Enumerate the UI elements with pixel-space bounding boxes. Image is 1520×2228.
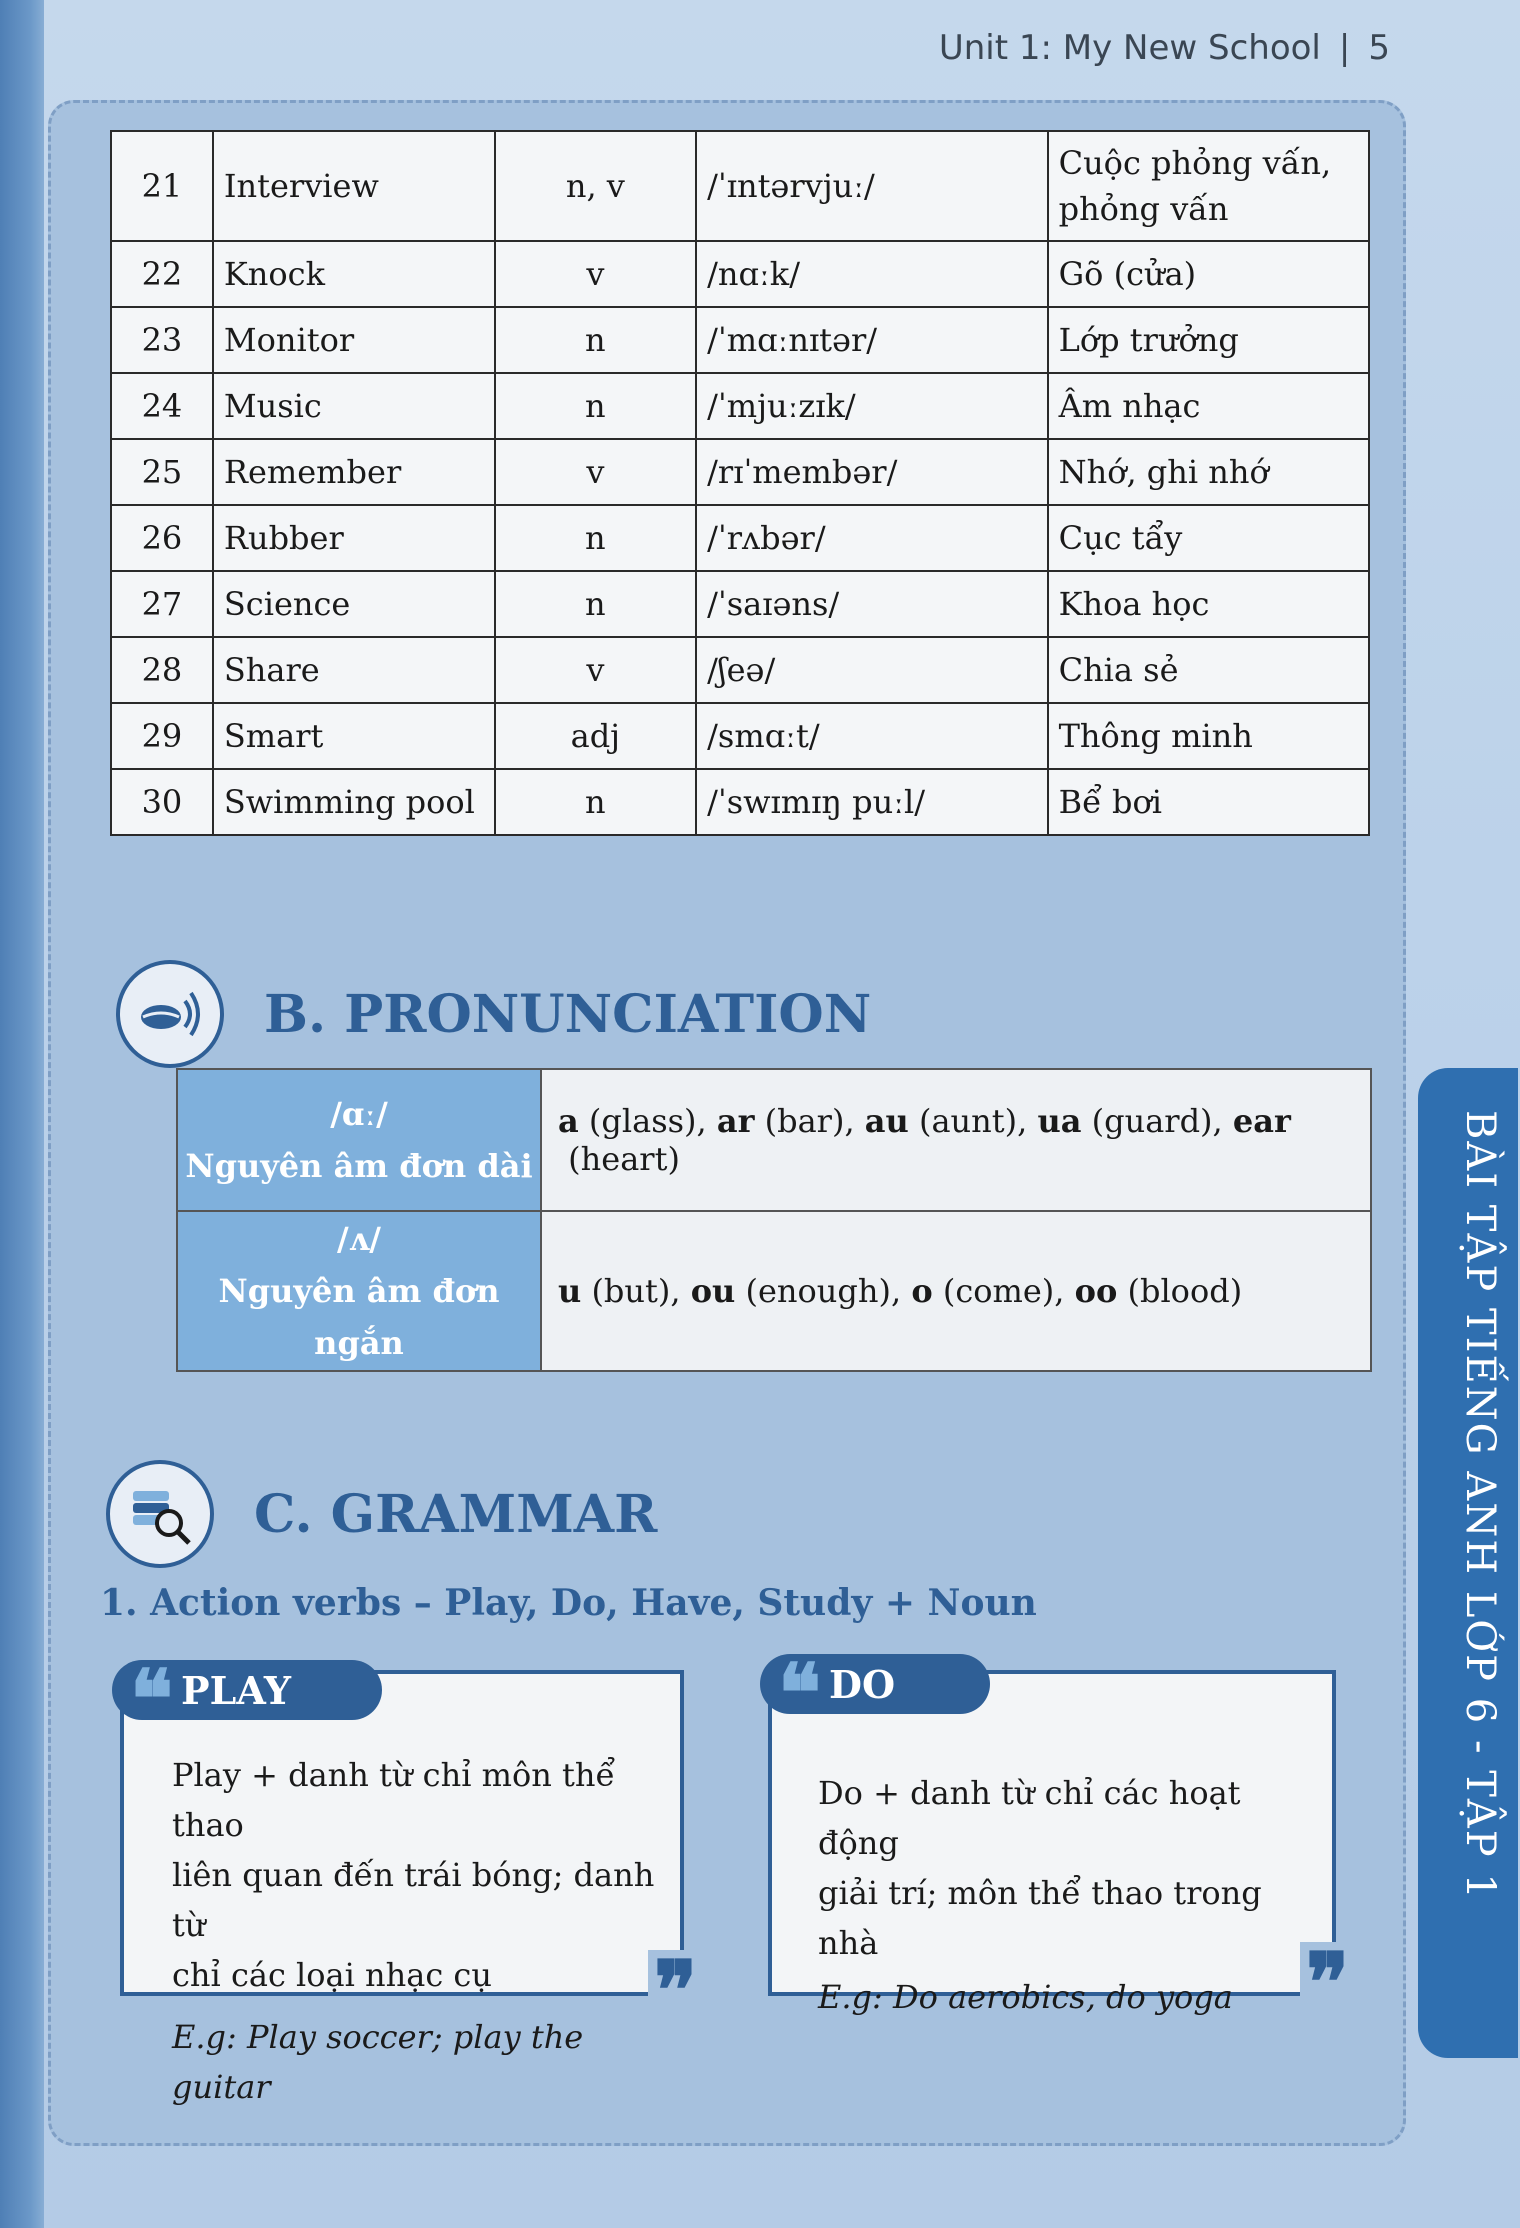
vocab-part-of-speech: n <box>495 571 697 637</box>
close-quote-icon: ❞ <box>648 1950 703 2030</box>
vocab-part-of-speech: adj <box>495 703 697 769</box>
vowel-label: Nguyên âm đơn ngắn <box>218 1272 500 1362</box>
example-word: (blood) <box>1117 1272 1243 1310</box>
vocab-ipa: /ˈswɪmɪŋ puːl/ <box>696 769 1047 835</box>
vocab-word: Interview <box>213 131 495 241</box>
play-text <box>172 1750 672 2112</box>
vocab-number: 23 <box>111 307 213 373</box>
spelling-pattern: a <box>558 1102 579 1140</box>
spelling-pattern: au <box>864 1102 909 1140</box>
vocab-meaning: Cục tẩy <box>1048 505 1369 571</box>
vocab-word: Smart <box>213 703 495 769</box>
play-line: chỉ các loại nhạc cụ <box>172 1956 492 1994</box>
spelling-pattern: ear <box>1232 1102 1291 1140</box>
vocab-row <box>111 703 1369 769</box>
example-word: (guard), <box>1081 1102 1233 1140</box>
vocab-row <box>111 637 1369 703</box>
vocab-part-of-speech: n <box>495 307 697 373</box>
vocab-word: Knock <box>213 241 495 307</box>
vocab-meaning: Âm nhạc <box>1048 373 1369 439</box>
example-word: (bar), <box>754 1102 865 1140</box>
example-word: (enough), <box>735 1272 912 1310</box>
play-tab-label: PLAY <box>181 1667 292 1713</box>
open-quote-icon: ❝ <box>130 1652 174 1746</box>
vocab-number: 29 <box>111 703 213 769</box>
vocab-number: 25 <box>111 439 213 505</box>
vocab-number: 26 <box>111 505 213 571</box>
header-separator: | <box>1338 28 1351 68</box>
grammar-subheading: 1. Action verbs – Play, Do, Have, Study + Noun <box>100 1582 1037 1624</box>
play-line: Play + danh từ chỉ môn thể thao <box>172 1756 616 1844</box>
play-example: E.g: Play soccer; play the guitar <box>172 2018 584 2106</box>
vocab-row <box>111 241 1369 307</box>
vocabulary-table <box>110 130 1370 836</box>
example-word: (come), <box>932 1272 1075 1310</box>
vocab-number: 24 <box>111 373 213 439</box>
vocab-part-of-speech: n <box>495 505 697 571</box>
do-line: giải trí; môn thể thao trong nhà <box>818 1874 1262 1962</box>
pronunciation-title: B. PRONUNCIATION <box>264 983 872 1045</box>
vocab-number: 27 <box>111 571 213 637</box>
spelling-pattern: ua <box>1037 1102 1082 1140</box>
vocab-word: Monitor <box>213 307 495 373</box>
vocab-row <box>111 439 1369 505</box>
vocab-ipa: /ˈɪntərvjuː/ <box>696 131 1047 241</box>
vocab-number: 21 <box>111 131 213 241</box>
grammar-heading <box>106 1460 657 1568</box>
open-quote-icon: ❝ <box>778 1646 822 1740</box>
vocab-meaning: Khoa học <box>1048 571 1369 637</box>
vocab-number: 30 <box>111 769 213 835</box>
pronunciation-heading <box>116 960 871 1068</box>
vocab-row <box>111 769 1369 835</box>
vocab-ipa: /ˈmjuːzɪk/ <box>696 373 1047 439</box>
vocab-part-of-speech: v <box>495 637 697 703</box>
vocab-word: Swimming pool <box>213 769 495 835</box>
vocab-part-of-speech: n <box>495 373 697 439</box>
vocab-meaning: Lớp trưởng <box>1048 307 1369 373</box>
vocab-ipa: /ˈsaɪəns/ <box>696 571 1047 637</box>
examples-cell <box>541 1069 1371 1211</box>
pronunciation-row <box>177 1211 1371 1371</box>
vocab-ipa: /smɑːt/ <box>696 703 1047 769</box>
play-tab <box>112 1652 382 1746</box>
vocab-row <box>111 131 1369 241</box>
vocab-row <box>111 505 1369 571</box>
examples-cell <box>541 1211 1371 1371</box>
vocab-word: Remember <box>213 439 495 505</box>
do-tab <box>760 1646 990 1740</box>
vocab-part-of-speech: v <box>495 439 697 505</box>
do-tab-label: DO <box>829 1661 896 1707</box>
spelling-pattern: u <box>558 1272 582 1310</box>
grammar-title: C. GRAMMAR <box>254 1483 658 1545</box>
speaking-mouth-icon <box>116 960 224 1068</box>
vocab-number: 22 <box>111 241 213 307</box>
vocab-word: Rubber <box>213 505 495 571</box>
example-word: (aunt), <box>908 1102 1038 1140</box>
close-quote-icon: ❞ <box>1300 1942 1355 2022</box>
spelling-pattern: o <box>911 1272 933 1310</box>
vocab-meaning: Thông minh <box>1048 703 1369 769</box>
vocab-ipa: /ˈmɑːnɪtər/ <box>696 307 1047 373</box>
vocab-row <box>111 571 1369 637</box>
page-number: 5 <box>1368 28 1390 68</box>
pronunciation-table <box>176 1068 1372 1372</box>
vocab-word: Music <box>213 373 495 439</box>
example-word: (glass), <box>578 1102 717 1140</box>
do-example: E.g: Do aerobics, do yoga <box>818 1978 1233 2016</box>
vowel-cell <box>177 1211 541 1371</box>
vocab-ipa: /ˈrʌbər/ <box>696 505 1047 571</box>
vocab-ipa: /rɪˈmembər/ <box>696 439 1047 505</box>
vocab-part-of-speech: n, v <box>495 131 697 241</box>
vocab-meaning: Bể bơi <box>1048 769 1369 835</box>
vowel-symbol: /ʌ/ <box>337 1220 381 1258</box>
book-magnifier-icon <box>106 1460 214 1568</box>
example-word: (heart) <box>558 1140 680 1178</box>
side-tab-label: BÀI TẬP TIẾNG ANH LỚP 6 - TẬP 1 <box>1457 1110 1503 1901</box>
running-head <box>939 28 1390 68</box>
spelling-pattern: oo <box>1074 1272 1118 1310</box>
vocab-meaning: Gõ (cửa) <box>1048 241 1369 307</box>
vocab-row <box>111 373 1369 439</box>
spelling-pattern: ou <box>690 1272 736 1310</box>
vocab-ipa: /ʃeə/ <box>696 637 1047 703</box>
pronunciation-row <box>177 1069 1371 1211</box>
vocab-meaning: Chia sẻ <box>1048 637 1369 703</box>
vowel-symbol: /ɑː/ <box>330 1095 388 1133</box>
vocab-number: 28 <box>111 637 213 703</box>
vowel-label: Nguyên âm đơn dài <box>185 1147 533 1185</box>
vowel-cell <box>177 1069 541 1211</box>
play-line: liên quan đến trái bóng; danh từ <box>172 1856 655 1944</box>
vocab-meaning: Nhớ, ghi nhớ <box>1048 439 1369 505</box>
unit-title: Unit 1: My New School <box>938 28 1321 68</box>
vocab-meaning: Cuộc phỏng vấn, phỏng vấn <box>1048 131 1369 241</box>
vocab-row <box>111 307 1369 373</box>
vocab-word: Share <box>213 637 495 703</box>
vocab-part-of-speech: n <box>495 769 697 835</box>
vocab-ipa: /nɑːk/ <box>696 241 1047 307</box>
do-line: Do + danh từ chỉ các hoạt động <box>818 1774 1241 1862</box>
vocab-part-of-speech: v <box>495 241 697 307</box>
example-word: (but), <box>581 1272 691 1310</box>
spelling-pattern: ar <box>716 1102 755 1140</box>
do-text <box>818 1768 1318 2022</box>
vocab-word: Science <box>213 571 495 637</box>
